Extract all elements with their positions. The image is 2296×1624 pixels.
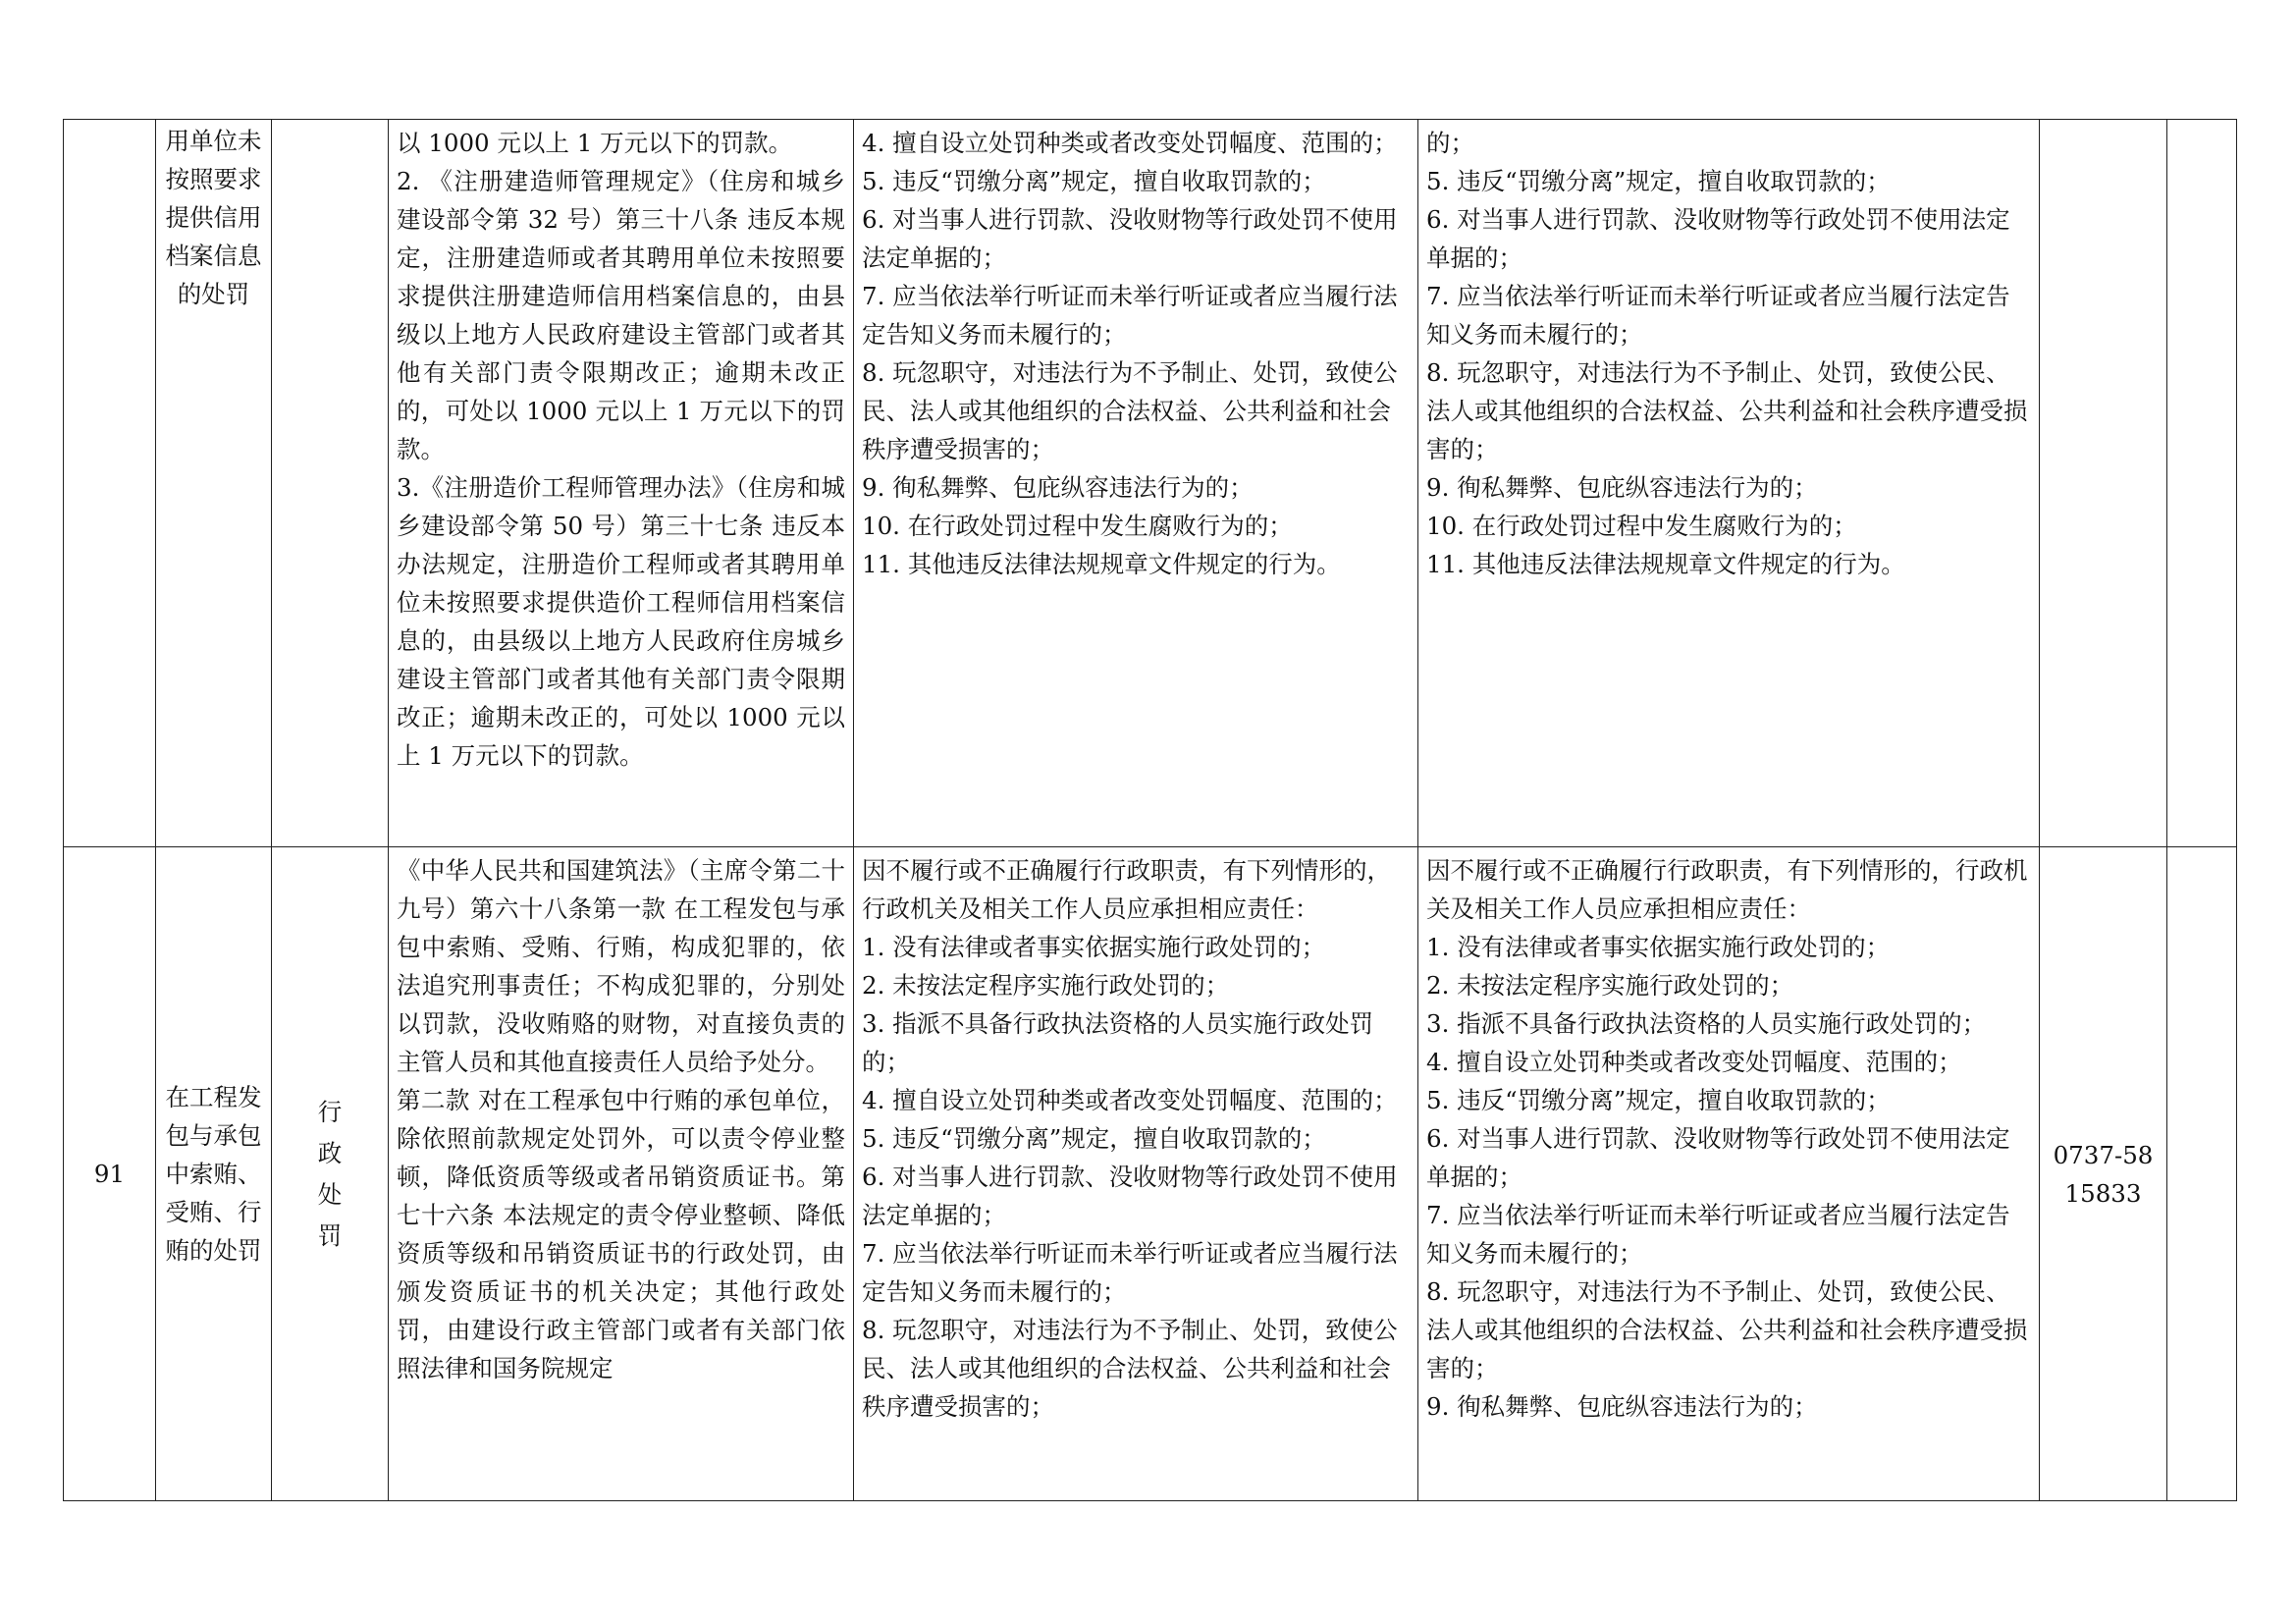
list-item: 7. 应当依法举行听证而未举行听证或者应当履行法定告知义务而未履行的； — [862, 1239, 1398, 1306]
list-item: 2. 未按法定程序实施行政处罚的； — [1426, 971, 1794, 1000]
category-text: 行政处罚 — [317, 1097, 343, 1250]
row-number-cell: 91 — [64, 847, 156, 1501]
phone-number: 0737-5815833 — [2053, 1140, 2154, 1208]
list-item: 11. 其他违反法律法规规章文件规定的行为。 — [1426, 550, 1905, 578]
list-item: 9. 徇私舞弊、包庇纵容违法行为的； — [1426, 1392, 1818, 1421]
item-name-cell — [156, 120, 272, 847]
list-item: 8. 玩忽职守，对违法行为不予制止、处罚，致使公民、法人或其他组织的合法权益、公共利益和社会秩序遭受损害的； — [1426, 1277, 2028, 1382]
list-item: 7. 应当依法举行听证而未举行听证或者应当履行法定告知义务而未履行的； — [862, 282, 1398, 349]
list-item: 9. 徇私舞弊、包庇纵容违法行为的； — [862, 473, 1254, 502]
responsibility-cell — [854, 847, 1418, 1501]
table-row — [64, 120, 2237, 847]
list-item: 6. 对当事人进行罚款、没收财物等行政处罚不使用法定单据的； — [862, 205, 1398, 272]
list-item: 3. 指派不具备行政执法资格的人员实施行政处罚的； — [1426, 1009, 1987, 1038]
list-item: 3. 指派不具备行政执法资格的人员实施行政处罚的； — [862, 1009, 1374, 1076]
list-item: 6. 对当事人进行罚款、没收财物等行政处罚不使用法定单据的； — [1426, 1124, 2010, 1191]
item-name: 用单位未按照要求提供信用档案信息的处罚 — [165, 127, 262, 308]
legal-basis-cell — [389, 847, 854, 1501]
list-item: 6. 对当事人进行罚款、没收财物等行政处罚不使用法定单据的； — [1426, 205, 2010, 272]
category-cell — [272, 847, 389, 1501]
accountability-cell — [1418, 120, 2040, 847]
remark-cell — [2167, 120, 2237, 847]
list-item: 因不履行或不正确履行行政职责，有下列情形的，行政机关及相关工作人员应承担相应责任： — [862, 856, 1391, 923]
list-item: 5. 违反“罚缴分离”规定，擅自收取罚款的； — [862, 167, 1326, 195]
list-item: 7. 应当依法举行听证而未举行听证或者应当履行法定告知义务而未履行的； — [1426, 1201, 2010, 1268]
list-item: 11. 其他违反法律法规规章文件规定的行为。 — [862, 550, 1341, 578]
phone-cell — [2040, 120, 2167, 847]
accountability-cell — [1418, 847, 2040, 1501]
legal-basis-cell — [389, 120, 854, 847]
item-name-cell — [156, 847, 272, 1501]
list-item: 7. 应当依法举行听证而未举行听证或者应当履行法定告知义务而未履行的； — [1426, 282, 2010, 349]
list-item: 8. 玩忽职守，对违法行为不予制止、处罚，致使公民、法人或其他组织的合法权益、公共利益和社会秩序遭受损害的； — [862, 1316, 1398, 1421]
list-item: 1. 没有法律或者事实依据实施行政处罚的； — [1426, 933, 1891, 961]
phone-cell — [2040, 847, 2167, 1501]
list-item: 4. 擅自设立处罚种类或者改变处罚幅度、范围的； — [862, 1086, 1398, 1114]
list-item: 6. 对当事人进行罚款、没收财物等行政处罚不使用法定单据的； — [862, 1163, 1398, 1229]
list-item: 5. 违反“罚缴分离”规定，擅自收取罚款的； — [1426, 167, 1891, 195]
legal-basis-text: 以 1000 元以上 1 万元以下的罚款。 2. 《注册建造师管理规定》（住房和城乡建设部令第 32 号）第三十八条 违反本规定，注册建造师或者其聘用单位未按照要求提供注册建造师信用档案信息的，由县级以上地方人民政府建设主管部门或者其他有关部门责令限期改正；逾期未改正的，可处以 1000 元以上 1 万元以下的罚款。 3.《注册造价工程师管理办法》（住房和城乡建设部令第 50 号）第三十七条 违反本办法规定，注册造价工程师或者其聘用单位未按照要求提供造价工程师信用档案信息的，由县级以上地方人民政府住房城乡建设主管部门或者其他有关部门责令限期改正；逾期未改正的，可处以 1000 元以上 1 万元以下的罚款。 — [397, 129, 845, 770]
legal-basis-text: 《中华人民共和国建筑法》（主席令第二十九号）第六十八条第一款 在工程发包与承包中索贿、受贿、行贿，构成犯罪的，依法追究刑事责任；不构成犯罪的，分别处以罚款，没收贿赂的财物，对直接负责的主管人员和其他直接责任人员给予处分。 第二款 对在工程承包中行贿的承包单位，除依照前款规定处罚外，可以责令停业整顿，降低资质等级或者吊销资质证书。第七十六条 本法规定的责令停业整顿、降低资质等级和吊销资质证书的行政处罚，由颁发资质证书的机关决定；其他行政处罚，由建设行政主管部门或者有关部门依照法律和国务院规定 — [397, 856, 845, 1382]
list-item: 因不履行或不正确履行行政职责，有下列情形的，行政机关及相关工作人员应承担相应责任： — [1426, 856, 2028, 923]
list-item: 10. 在行政处罚过程中发生腐败行为的； — [1426, 512, 1857, 540]
responsibility-cell — [854, 120, 1418, 847]
list-item: 2. 未按法定程序实施行政处罚的； — [862, 971, 1230, 1000]
remark-cell — [2167, 847, 2237, 1501]
list-item: 1. 没有法律或者事实依据实施行政处罚的； — [862, 933, 1326, 961]
list-item: 4. 擅自设立处罚种类或者改变处罚幅度、范围的； — [862, 129, 1398, 157]
table-row — [64, 847, 2237, 1501]
list-item: 10. 在行政处罚过程中发生腐败行为的； — [862, 512, 1293, 540]
row-number-cell — [64, 120, 156, 847]
item-name: 在工程发包与承包中索贿、受贿、行贿的处罚 — [165, 1083, 262, 1265]
power-list-table — [63, 119, 2237, 1501]
list-item: 5. 违反“罚缴分离”规定，擅自收取罚款的； — [1426, 1086, 1891, 1114]
list-item: 5. 违反“罚缴分离”规定，擅自收取罚款的； — [862, 1124, 1326, 1153]
category-cell — [272, 120, 389, 847]
list-item: 9. 徇私舞弊、包庇纵容违法行为的； — [1426, 473, 1818, 502]
list-item: 8. 玩忽职守，对违法行为不予制止、处罚，致使公民、法人或其他组织的合法权益、公共利益和社会秩序遭受损害的； — [1426, 358, 2028, 463]
list-item: 8. 玩忽职守，对违法行为不予制止、处罚，致使公民、法人或其他组织的合法权益、公共利益和社会秩序遭受损害的； — [862, 358, 1398, 463]
list-item: 4. 擅自设立处罚种类或者改变处罚幅度、范围的； — [1426, 1048, 1962, 1076]
list-item: 的； — [1426, 129, 1474, 157]
